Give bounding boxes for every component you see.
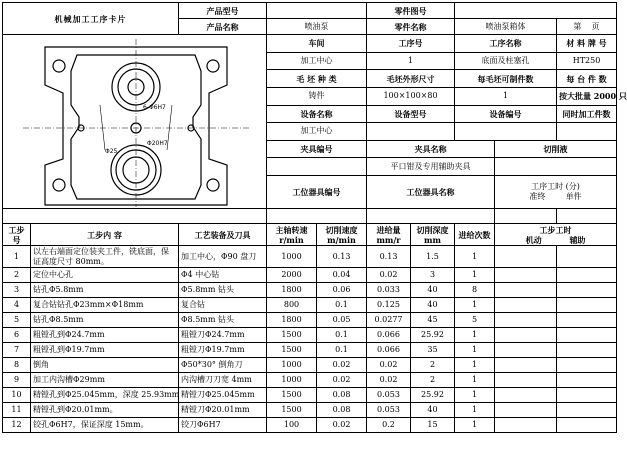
hole-bottom-right bbox=[207, 179, 219, 191]
step-feed-cell: 0.02 bbox=[367, 358, 411, 373]
col-machine-time: 机动 bbox=[525, 234, 542, 245]
step-speed-cell: 1000 bbox=[267, 246, 317, 268]
step-passes-cell: 1 bbox=[455, 358, 495, 373]
material-value: HT250 bbox=[557, 52, 617, 70]
step-tool-cell: Φ4 中心钻 bbox=[179, 268, 267, 283]
step-speed-cell: 1500 bbox=[267, 403, 317, 418]
step-content-cell: 粗镗孔到Φ19.7mm bbox=[31, 343, 179, 358]
steps-header-row bbox=[3, 224, 617, 246]
step-tool-cell: 加工中心，Φ90 盘刀 bbox=[179, 246, 267, 268]
equip-name-value: 加工中心 bbox=[267, 123, 367, 141]
step-vc-cell: 0.05 bbox=[317, 313, 367, 328]
step-vc-cell: 0.06 bbox=[317, 283, 367, 298]
col-depth-unit: mm bbox=[424, 234, 441, 245]
drawing-label-holes: 6-Φ6H7 bbox=[143, 104, 166, 111]
station-tool-name-value bbox=[367, 209, 495, 224]
step-aux-time-cell bbox=[557, 268, 617, 283]
step-vc-cell: 0.02 bbox=[317, 373, 367, 388]
step-no-cell: 4 bbox=[3, 298, 31, 313]
step-speed-cell: 1500 bbox=[267, 343, 317, 358]
step-vc-cell: 0.02 bbox=[317, 418, 367, 433]
step-content-cell: 精镗孔到Φ25.045mm，深度 25.93mm bbox=[31, 388, 179, 403]
step-speed-cell: 1500 bbox=[267, 388, 317, 403]
step-machine-time-cell bbox=[495, 298, 557, 313]
equip-no-value bbox=[455, 123, 557, 141]
housing-flange bbox=[45, 47, 227, 205]
part-name-value: 喷油泵箱体 bbox=[455, 19, 557, 35]
equip-model-value bbox=[367, 123, 455, 141]
step-passes-cell: 1 bbox=[455, 343, 495, 358]
step-depth-cell: 15 bbox=[411, 418, 455, 433]
table-row bbox=[3, 358, 617, 373]
step-no-cell: 1 bbox=[3, 246, 31, 268]
prep-time-value bbox=[495, 209, 557, 224]
step-feed-cell: 0.125 bbox=[367, 298, 411, 313]
table-row bbox=[3, 373, 617, 388]
step-depth-cell: 2 bbox=[411, 373, 455, 388]
step-no-cell: 8 bbox=[3, 358, 31, 373]
step-vc-cell: 0.1 bbox=[317, 343, 367, 358]
equip-name-label: 设备名称 bbox=[267, 105, 367, 123]
step-content-cell: 以左右端面定位装夹工件，铣底面，保证高度尺寸 80mm。 bbox=[31, 246, 179, 268]
step-aux-time-cell bbox=[557, 246, 617, 268]
step-passes-cell: 1 bbox=[455, 328, 495, 343]
step-machine-time-cell bbox=[495, 283, 557, 298]
col-feed-label: 进给量 bbox=[376, 224, 401, 235]
step-feed-cell: 0.053 bbox=[367, 403, 411, 418]
step-no-cell: 9 bbox=[3, 373, 31, 388]
step-tool-cell: 铰刀Φ6H7 bbox=[179, 418, 267, 433]
step-depth-cell: 40 bbox=[411, 283, 455, 298]
table-row bbox=[3, 246, 617, 268]
table-row bbox=[3, 268, 617, 283]
step-machine-time-cell bbox=[495, 373, 557, 388]
table-row bbox=[3, 313, 617, 328]
page-indicator bbox=[557, 19, 617, 35]
std-time-sub bbox=[497, 192, 614, 202]
step-passes-cell: 1 bbox=[455, 268, 495, 283]
step-aux-time-cell bbox=[557, 373, 617, 388]
col-step-time-sub bbox=[497, 235, 614, 245]
equip-model-label: 设备型号 bbox=[367, 105, 455, 123]
hole-bottom-left bbox=[53, 179, 65, 191]
step-no-cell: 10 bbox=[3, 388, 31, 403]
batch-label: 按大批量 2000 只 bbox=[557, 87, 617, 105]
page-label: 第 bbox=[573, 21, 582, 31]
station-tool-no-value bbox=[267, 209, 367, 224]
step-depth-cell: 25.92 bbox=[411, 388, 455, 403]
step-content-cell: 粗镗孔到Φ24.7mm bbox=[31, 328, 179, 343]
part-drawing bbox=[3, 35, 267, 209]
pieces-per-unit-label: 每 台 件 数 bbox=[557, 70, 617, 88]
step-speed-cell: 100 bbox=[267, 418, 317, 433]
table-row bbox=[3, 403, 617, 418]
step-tool-cell: 内沟槽刀刀宽 4mm bbox=[179, 373, 267, 388]
step-aux-time-cell bbox=[557, 313, 617, 328]
step-passes-cell: 8 bbox=[455, 283, 495, 298]
hole-top-left bbox=[53, 60, 65, 72]
drawing-label-bore20: Φ20H7 bbox=[147, 140, 168, 147]
part-name-label: 零件名称 bbox=[367, 19, 455, 35]
equip-no-label: 设备编号 bbox=[455, 105, 557, 123]
step-tool-cell: Φ5.8mm 钻头 bbox=[179, 283, 267, 298]
product-name-label: 产品名称 bbox=[179, 19, 267, 35]
product-name-value: 喷油泵 bbox=[267, 19, 367, 35]
step-passes-cell: 1 bbox=[455, 246, 495, 268]
station-tool-no-label: 工位器具编号 bbox=[267, 176, 367, 209]
hole-top-right bbox=[207, 60, 219, 72]
col-equipment: 工艺装备及刀具 bbox=[179, 224, 267, 246]
col-passes: 进给次数 bbox=[455, 224, 495, 246]
std-time-label: 工序工时 (分) bbox=[531, 182, 580, 191]
col-feed bbox=[367, 224, 411, 246]
step-feed-cell: 0.02 bbox=[367, 373, 411, 388]
process-name-label: 工序名称 bbox=[455, 35, 557, 53]
step-depth-cell: 1.5 bbox=[411, 246, 455, 268]
prep-label: 准终 bbox=[529, 192, 546, 201]
col-step-time-label: 工步工时 bbox=[539, 224, 572, 235]
unit-time-label: 单件 bbox=[565, 192, 582, 201]
step-feed-cell: 0.066 bbox=[367, 328, 411, 343]
pieces-per-blank-label: 每毛坯可制件数 bbox=[455, 70, 557, 88]
col-feed-unit: mm/r bbox=[376, 234, 401, 245]
step-content-cell: 复合钻钻孔Φ23mm×Φ18mm bbox=[31, 298, 179, 313]
step-machine-time-cell bbox=[495, 343, 557, 358]
station-tool-name-label: 工位器具名称 bbox=[367, 176, 495, 209]
step-feed-cell: 0.053 bbox=[367, 388, 411, 403]
step-aux-time-cell bbox=[557, 298, 617, 313]
step-speed-cell: 1500 bbox=[267, 328, 317, 343]
blank-type-value: 铸件 bbox=[267, 87, 367, 105]
workshop-value: 加工中心 bbox=[267, 52, 367, 70]
step-depth-cell: 40 bbox=[411, 403, 455, 418]
col-cut-speed bbox=[317, 224, 367, 246]
card-title: 机械加工工序卡片 bbox=[3, 3, 179, 35]
col-step-time bbox=[495, 224, 617, 246]
step-no-cell: 7 bbox=[3, 343, 31, 358]
step-speed-cell: 1800 bbox=[267, 283, 317, 298]
process-no-value: 1 bbox=[367, 52, 455, 70]
step-passes-cell: 1 bbox=[455, 418, 495, 433]
fixture-name-label: 夹具名称 bbox=[367, 140, 495, 158]
step-aux-time-cell bbox=[557, 403, 617, 418]
step-machine-time-cell bbox=[495, 388, 557, 403]
step-depth-cell: 40 bbox=[411, 298, 455, 313]
step-no-cell: 3 bbox=[3, 283, 31, 298]
step-aux-time-cell bbox=[557, 328, 617, 343]
step-tool-cell: 精镗刀Φ25.045mm bbox=[179, 388, 267, 403]
col-aux-time: 辅助 bbox=[569, 234, 586, 245]
step-depth-cell: 25.92 bbox=[411, 328, 455, 343]
step-passes-cell: 1 bbox=[455, 388, 495, 403]
step-feed-cell: 0.2 bbox=[367, 418, 411, 433]
fixture-name-value: 平口钳及专用辅助夹具 bbox=[367, 158, 495, 176]
step-feed-cell: 0.13 bbox=[367, 246, 411, 268]
step-machine-time-cell bbox=[495, 328, 557, 343]
step-aux-time-cell bbox=[557, 418, 617, 433]
step-tool-cell: 精镗刀Φ20.01mm bbox=[179, 403, 267, 418]
step-no-cell: 12 bbox=[3, 418, 31, 433]
col-step-no: 工步号 bbox=[3, 224, 31, 246]
step-machine-time-cell bbox=[495, 268, 557, 283]
step-no-cell: 2 bbox=[3, 268, 31, 283]
blank-size-value: 100×100×80 bbox=[367, 87, 455, 105]
process-card-table bbox=[2, 2, 627, 433]
step-tool-cell: Φ8.5mm 钻头 bbox=[179, 313, 267, 328]
step-no-cell: 11 bbox=[3, 403, 31, 418]
step-machine-time-cell bbox=[495, 403, 557, 418]
pieces-per-blank-value: 1 bbox=[455, 87, 557, 105]
table-row bbox=[3, 283, 617, 298]
process-no-label: 工序号 bbox=[367, 35, 455, 53]
step-content-cell: 精镗孔到Φ20.01mm。 bbox=[31, 403, 179, 418]
step-content-cell: 倒角 bbox=[31, 358, 179, 373]
step-vc-cell: 0.1 bbox=[317, 298, 367, 313]
step-speed-cell: 1000 bbox=[267, 373, 317, 388]
drawing-label-bore25: Φ25 bbox=[105, 148, 118, 155]
step-speed-cell: 800 bbox=[267, 298, 317, 313]
std-time-cell bbox=[495, 176, 617, 209]
part-no-value bbox=[455, 3, 617, 19]
step-passes-cell: 5 bbox=[455, 313, 495, 328]
blank-type-label: 毛 坯 种 类 bbox=[267, 70, 367, 88]
step-content-cell: 加工内沟槽Φ29mm bbox=[31, 373, 179, 388]
pump-housing-drawing-svg bbox=[5, 35, 267, 208]
simul-parts-value bbox=[557, 123, 617, 141]
step-depth-cell: 3 bbox=[411, 268, 455, 283]
step-aux-time-cell bbox=[557, 358, 617, 373]
coolant-label: 切削液 bbox=[495, 140, 617, 158]
col-cut-speed-label: 切削速度 bbox=[325, 224, 358, 235]
col-depth-label: 切削深度 bbox=[416, 224, 449, 235]
workshop-label: 车间 bbox=[267, 35, 367, 53]
station-tool-spacer bbox=[3, 209, 267, 224]
table-row bbox=[3, 343, 617, 358]
step-content-cell: 铰孔Φ6H7，保证深度 15mm。 bbox=[31, 418, 179, 433]
step-tool-cell: 粗镗刀Φ24.7mm bbox=[179, 328, 267, 343]
col-spindle bbox=[267, 224, 317, 246]
step-tool-cell: Φ50*30° 倒角刀 bbox=[179, 358, 267, 373]
step-vc-cell: 0.08 bbox=[317, 388, 367, 403]
unit-time-value bbox=[557, 209, 617, 224]
step-content-cell: 钻孔Φ8.5mm bbox=[31, 313, 179, 328]
step-tool-cell: 复合钻 bbox=[179, 298, 267, 313]
table-row bbox=[3, 418, 617, 433]
fixture-no-label: 夹具编号 bbox=[267, 140, 367, 158]
step-depth-cell: 35 bbox=[411, 343, 455, 358]
step-vc-cell: 0.1 bbox=[317, 328, 367, 343]
step-depth-cell: 45 bbox=[411, 313, 455, 328]
col-depth bbox=[411, 224, 455, 246]
step-machine-time-cell bbox=[495, 418, 557, 433]
step-depth-cell: 2 bbox=[411, 358, 455, 373]
table-row bbox=[3, 328, 617, 343]
step-passes-cell: 1 bbox=[455, 298, 495, 313]
product-model-value bbox=[267, 3, 367, 19]
step-vc-cell: 0.04 bbox=[317, 268, 367, 283]
step-content-cell: 钻孔Φ5.8mm bbox=[31, 283, 179, 298]
part-no-label: 零件图号 bbox=[367, 3, 455, 19]
step-vc-cell: 0.08 bbox=[317, 403, 367, 418]
col-content: 工步内 容 bbox=[31, 224, 179, 246]
step-machine-time-cell bbox=[495, 313, 557, 328]
table-row bbox=[3, 388, 617, 403]
steps-body bbox=[3, 246, 617, 433]
step-aux-time-cell bbox=[557, 388, 617, 403]
process-name-value: 底面及柱塞孔 bbox=[455, 52, 557, 70]
step-no-cell: 5 bbox=[3, 313, 31, 328]
material-label: 材 料 牌 号 bbox=[557, 35, 617, 53]
step-machine-time-cell bbox=[495, 358, 557, 373]
col-cut-speed-unit: m/min bbox=[327, 234, 356, 245]
simul-parts-label: 同时加工件数 bbox=[557, 105, 617, 123]
col-spindle-unit: r/min bbox=[279, 234, 304, 245]
step-speed-cell: 2000 bbox=[267, 268, 317, 283]
step-no-cell: 6 bbox=[3, 328, 31, 343]
step-feed-cell: 0.066 bbox=[367, 343, 411, 358]
step-content-cell: 定位中心孔 bbox=[31, 268, 179, 283]
step-feed-cell: 0.02 bbox=[367, 268, 411, 283]
table-row bbox=[3, 298, 617, 313]
step-passes-cell: 1 bbox=[455, 373, 495, 388]
fixture-no-value bbox=[267, 158, 367, 176]
coolant-value bbox=[495, 158, 617, 176]
blank-size-label: 毛坯外形尺寸 bbox=[367, 70, 455, 88]
step-speed-cell: 1800 bbox=[267, 313, 317, 328]
step-vc-cell: 0.02 bbox=[317, 358, 367, 373]
product-model-label: 产品型号 bbox=[179, 3, 267, 19]
step-machine-time-cell bbox=[495, 246, 557, 268]
step-vc-cell: 0.13 bbox=[317, 246, 367, 268]
step-tool-cell: 粗镗刀Φ19.7mm bbox=[179, 343, 267, 358]
step-feed-cell: 0.0277 bbox=[367, 313, 411, 328]
step-aux-time-cell bbox=[557, 343, 617, 358]
page-unit: 页 bbox=[591, 21, 600, 31]
step-feed-cell: 0.033 bbox=[367, 283, 411, 298]
step-aux-time-cell bbox=[557, 283, 617, 298]
step-speed-cell: 1000 bbox=[267, 358, 317, 373]
col-spindle-label: 主轴转速 bbox=[275, 224, 308, 235]
step-passes-cell: 1 bbox=[455, 403, 495, 418]
